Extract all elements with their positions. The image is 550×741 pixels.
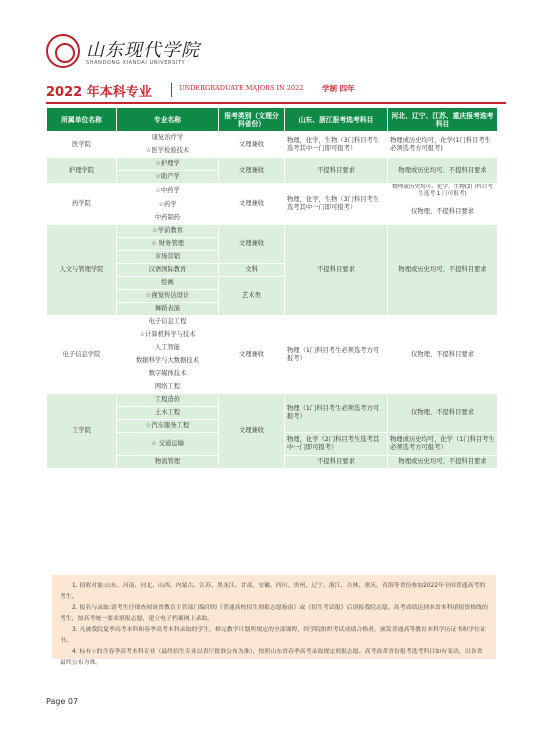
table-row <box>47 184 498 199</box>
category-cell: 文理兼收 <box>219 132 285 158</box>
major-cell: ☆视觉传达设计 <box>117 290 219 303</box>
hb-requirement-cell: 物理或历史均可、不提科目要求 <box>388 225 498 316</box>
college-cell: 人文与管理学院 <box>47 225 117 316</box>
sd-requirement-cell: 不提科目要求 <box>285 456 388 469</box>
note-item: 2. 报名与录取:请考生仔细查阅该省教育主管部门编印的《普通高校招生填报志愿指南》或《招生考试报》后填报我院志愿。高考成绩达到本省本科填报资格线的考生，按高考统一要求填报志愿，建立电子档案网上录取。 <box>60 605 488 622</box>
sd-requirement-cell: 物理（1门科目考生必须选考方可报考） <box>285 316 388 394</box>
category-cell: 文理兼收 <box>219 184 285 225</box>
table-row <box>47 394 498 407</box>
college-cell: 护理学院 <box>47 158 117 184</box>
category-cell: 文理兼收 <box>219 394 285 469</box>
major-cell: 汉语国际教育 <box>117 264 219 277</box>
major-cell: ☆中药学 <box>117 184 219 199</box>
major-cell: ☆药学 <box>117 199 219 212</box>
category-cell: 文理兼收 <box>219 316 285 394</box>
college-cell: 工学院 <box>47 394 117 469</box>
header-category: 报考类别（文理分科省份） <box>219 108 285 132</box>
title-rule <box>46 102 506 104</box>
header-major: 专业名称 <box>117 108 219 132</box>
note-item: 3. 凡被我院夏季高考本科和春季高考本科录取的学生，修完教学计划所规定的全部课程，经学院组织考试成绩合格者，颁发普通高等教育本科学历证书和学位证书。 <box>60 627 486 644</box>
school-name-en: SHANDONG XIANDAI UNIVERSITY <box>86 60 186 66</box>
page-title: 2022 年本科专业 <box>46 85 152 100</box>
sd-requirement-cell: 物理（1门科目考生必须选考方可报考） <box>285 394 388 433</box>
category-cell: 文理兼收 <box>219 158 285 184</box>
hb-requirement-cell: 物理或历史均可，化学(1门科目考生必须选考方可报考) <box>388 132 498 158</box>
major-cell: 舞蹈表演 <box>117 303 219 316</box>
title-divider <box>171 83 172 97</box>
page-number: Page 07 <box>46 697 79 706</box>
note-item: 1. 招收对象:山东、河南、河北、山西、内蒙古、江苏、黑龙江、甘肃、安徽、四川、贵州、辽宁、浙江、吉林、重庆、青海等省份参加2022年全国普通高考的考生。 <box>60 583 486 600</box>
major-cell: 人工智能 <box>117 342 219 355</box>
hb-requirement-cell: 物理或历史均可，化学（1门科目考生必须选考方可报考） <box>388 433 498 456</box>
duration-label: 学制 四年 <box>322 84 355 93</box>
hb-requirement-cell: 物理或历史均可、不提科目要求 <box>388 456 498 469</box>
category-cell: 艺术类 <box>219 277 285 316</box>
major-cell: ☆汽车服务工程 <box>117 420 219 433</box>
table-row <box>47 316 498 329</box>
college-cell: 电子信息学院 <box>47 316 117 394</box>
hb-requirement-cell: 物理或历史均可、不提科目要求 <box>388 158 498 184</box>
hb-requirement-cell: 仅物理、不提科目要求 <box>388 394 498 433</box>
major-cell: ☆学前教育 <box>117 225 219 238</box>
sd-requirement-cell: 不提科目要求 <box>285 158 388 184</box>
hb-requirement-cell: 仅物理、不提科目要求 <box>388 199 498 225</box>
sd-requirement-cell: 物理，化学，生物（3门科目考生选考其中一门即可报考） <box>285 184 388 225</box>
notes-box <box>52 575 496 666</box>
major-cell: ☆护理学 <box>117 158 219 171</box>
major-cell: 工程造价 <box>117 394 219 407</box>
hb-requirement-cell: 物理或历史均可、化学、生物(2门科目考生选考 1 门可报考) <box>388 184 498 199</box>
category-cell: 文科 <box>219 264 285 277</box>
college-cell: 医学院 <box>47 132 117 158</box>
school-logo <box>46 34 80 68</box>
sd-requirement-cell: 物理，化学，生物（3门科目考生选考其中一门即可报考） <box>285 132 388 158</box>
hb-requirement-cell: 仅物理、不提科目要求 <box>388 316 498 394</box>
page-title-row <box>46 81 506 101</box>
major-cell: ☆ 交通运输 <box>117 433 219 456</box>
header-hb-ln-js-cq: 河北、辽宁、江苏、重庆报考选考科目 <box>388 108 498 132</box>
major-cell: 网络工程 <box>117 381 219 394</box>
major-cell: 电子信息工程 <box>117 316 219 329</box>
table-row <box>47 158 498 171</box>
major-cell: 绘画 <box>117 277 219 290</box>
major-cell: 中药制药 <box>117 212 219 225</box>
table-row <box>47 132 498 145</box>
major-cell: 市场营销 <box>117 251 219 264</box>
page-title-en: UNDERGRADUATE MAJORS IN 2022 <box>179 84 304 92</box>
major-cell: 数据科学与大数据技术 <box>117 355 219 368</box>
header-sd-zj: 山东、浙江报考选考科目 <box>285 108 388 132</box>
majors-table <box>46 107 498 469</box>
header-unit: 所属单位名称 <box>47 108 117 132</box>
sd-requirement-cell: 物理，化学（2门科目考生选考其中一门即可报考） <box>285 433 388 456</box>
major-cell: 物流管理 <box>117 456 219 469</box>
school-name-cn: 山东现代学院 <box>86 40 200 61</box>
major-cell: 土木工程 <box>117 407 219 420</box>
major-cell: ☆助产学 <box>117 171 219 184</box>
major-cell: 康复治疗学 <box>117 132 219 145</box>
category-cell: 文理兼收 <box>219 225 285 264</box>
table-header-row <box>47 108 498 132</box>
table-row <box>47 225 498 238</box>
major-cell: 数字媒体技术 <box>117 368 219 381</box>
college-cell: 药学院 <box>47 184 117 225</box>
major-cell: ☆计算机科学与技术 <box>117 329 219 342</box>
note-item: 4. 标有☆的含春季高考本科专业（最终招生专业以省厅批准公布为准），按照山东省春季高考录取规定填报志愿。高考改革省份报考选考科目如有变动，以各省最终公布为准。 <box>60 649 483 666</box>
sd-requirement-cell: 不提科目要求 <box>285 225 388 316</box>
major-cell: ☆医学检验技术 <box>117 145 219 158</box>
major-cell: ☆ 财务管理 <box>117 238 219 251</box>
